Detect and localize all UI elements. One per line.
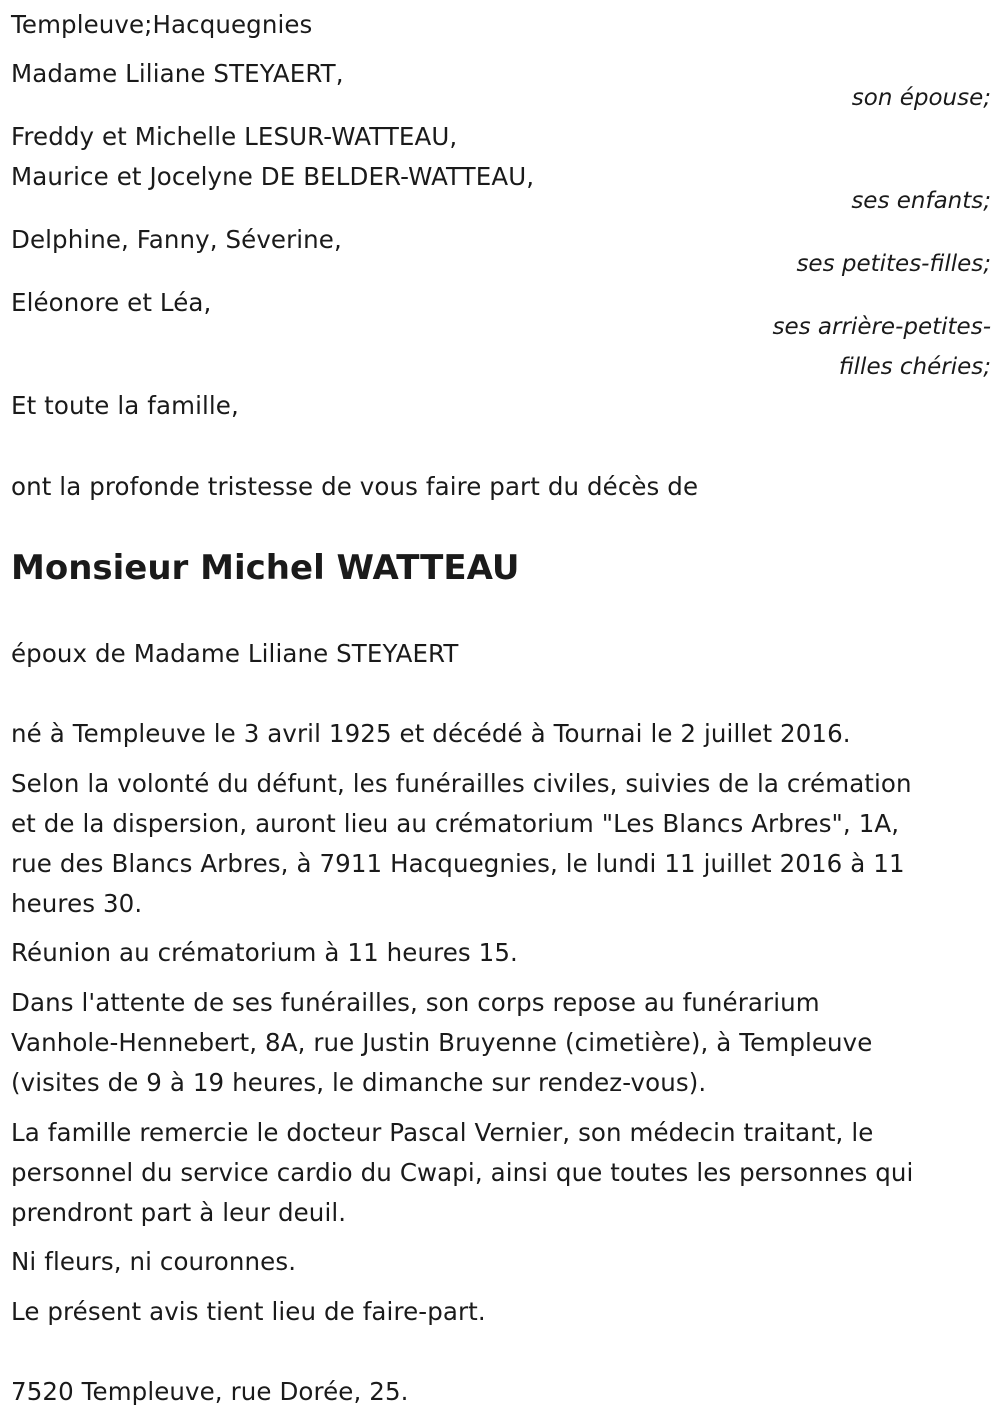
funeral-line-1: Selon la volonté du défunt, les funérailles civiles, suivies de la crémation [11,769,912,798]
great-granddaughters: Eléonore et Léa, [11,288,212,317]
funeral-line-3: rue des Blancs Arbres, à 7911 Hacquegnies, le lundi 11 juillet 2016 à 11 [11,849,905,878]
granddaughters-role: ses petites-filles; [796,251,991,277]
granddaughters: Delphine, Fanny, Séverine, [11,225,342,254]
rest-line-3: (visites de 9 à 19 heures, le dimanche sur rendez-vous). [11,1068,707,1097]
rest-line-2: Vanhole-Hennebert, 8A, rue Justin Bruyenne (cimetière), à Templeuve [11,1028,873,1057]
deceased-name: Monsieur Michel WATTEAU [11,548,520,588]
spouse-of: époux de Madame Liliane STEYAERT [11,639,459,668]
rest-of-family: Et toute la famille, [11,391,239,420]
children-role: ses enfants; [851,188,991,214]
notice: Le présent avis tient lieu de faire-part. [11,1297,486,1326]
funeral-line-2: et de la dispersion, auront lieu au crématorium "Les Blancs Arbres", 1A, [11,809,900,838]
thanks-line-3: prendront part à leur deuil. [11,1198,347,1227]
children-line-1: Freddy et Michelle LESUR-WATTEAU, [11,122,458,151]
no-flowers: Ni fleurs, ni couronnes. [11,1247,297,1276]
location-header: Templeuve;Hacquegnies [11,10,313,39]
announcement-intro: ont la profonde tristesse de vous faire part du décès de [11,472,699,501]
birth-death: né à Templeuve le 3 avril 1925 et décédé à Tournai le 2 juillet 2016. [11,719,851,748]
great-granddaughters-role-line-2: filles chéries; [838,354,991,380]
great-granddaughters-role-line-1: ses arrière-petites- [772,314,991,340]
rest-line-1: Dans l'attente de ses funérailles, son corps repose au funérarium [11,988,820,1017]
children-line-2: Maurice et Jocelyne DE BELDER-WATTEAU, [11,162,535,191]
spouse-role: son épouse; [851,85,991,111]
funeral-line-4: heures 30. [11,889,143,918]
address: 7520 Templeuve, rue Dorée, 25. [11,1377,409,1406]
meeting-time: Réunion au crématorium à 11 heures 15. [11,938,518,967]
thanks-line-2: personnel du service cardio du Cwapi, ainsi que toutes les personnes qui [11,1158,914,1187]
thanks-line-1: La famille remercie le docteur Pascal Vernier, son médecin traitant, le [11,1118,874,1147]
spouse-name: Madame Liliane STEYAERT, [11,59,344,88]
